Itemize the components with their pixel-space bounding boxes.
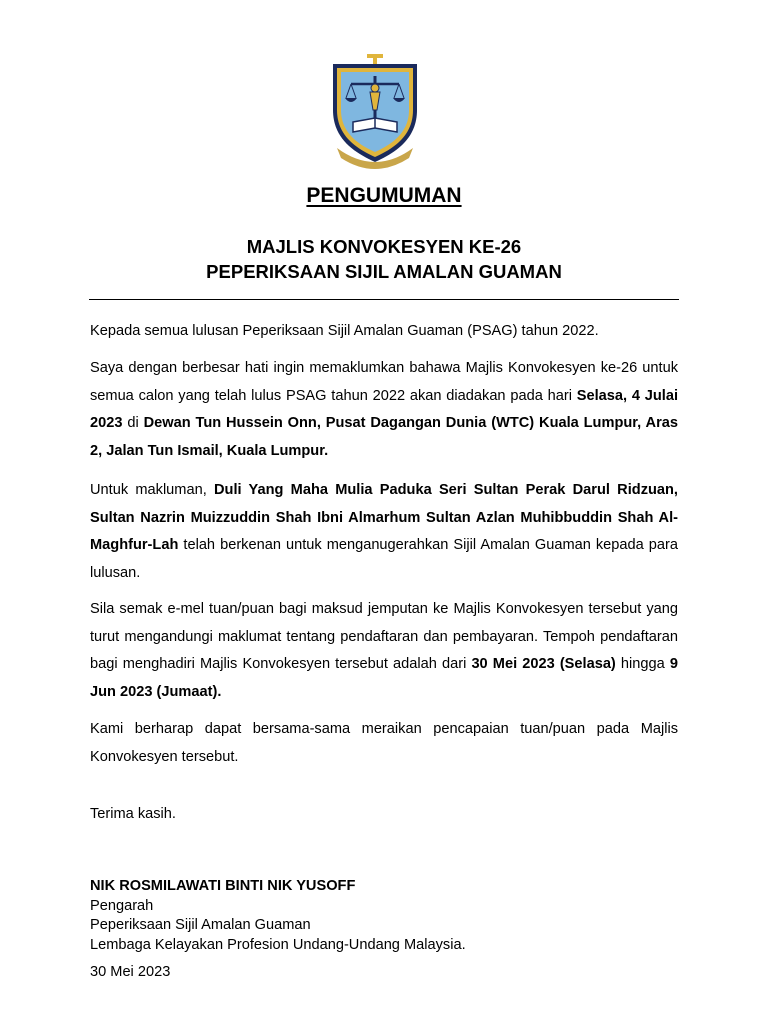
- school-crest-icon: [327, 52, 423, 172]
- signatory-position: Pengarah: [90, 897, 154, 914]
- subtitle-line-2: PEPERIKSAAN SIJIL AMALAN GUAMAN: [206, 261, 562, 282]
- paragraph-registration: [90, 596, 678, 706]
- p3-text-2: telah berkenan untuk menganugerahkan Sijil Amalan Guaman kepada para lulusan.: [90, 537, 678, 581]
- page-subtitle: [0, 234, 768, 284]
- p4-text-1: Sila semak e-mel tuan/puan bagi maksud jemputan ke Majlis Konvokesyen tersebut yang turut mengandungi maklumat tentang pendaftaran dan pembayaran. Tempoh pendaftaran bagi menghadiri Majlis Konvokesyen tersebut adalah dari: [90, 601, 678, 672]
- subtitle-line-1: MAJLIS KONVOKESYEN KE-26: [246, 236, 522, 257]
- p4-end-date: 9 Jun 2023 (Jumaat).: [90, 656, 678, 700]
- p2-text-1: Saya dengan berbesar hati ingin memaklumkan bahawa Majlis Konvokesyen ke-26 untuk semua calon yang telah lulus PSAG tahun 2022 akan diadakan pada hari: [90, 360, 678, 404]
- p3-text-1: Untuk makluman,: [90, 482, 214, 498]
- p4-text-2: hingga: [615, 656, 670, 672]
- signature-block: [90, 877, 466, 955]
- paragraph-greeting: Kepada semua lulusan Peperiksaan Sijil Amalan Guaman (PSAG) tahun 2022.: [90, 323, 599, 339]
- header-divider: [89, 299, 679, 300]
- p2-event-venue: Dewan Tun Hussein Onn, Pusat Dagangan Dunia (WTC) Kuala Lumpur, Aras 2, Jalan Tun Ismail, Kuala Lumpur.: [90, 415, 678, 459]
- paragraph-closing-wish: Kami berharap dapat bersama-sama meraikan pencapaian tuan/puan pada Majlis Konvokesyen tersebut.: [90, 721, 678, 765]
- signatory-unit: Peperiksaan Sijil Amalan Guaman: [90, 917, 311, 933]
- p3-royal-title: Duli Yang Maha Mulia Paduka Seri Sultan Perak Darul Ridzuan, Sultan Nazrin Muizzuddin Shah Ibni Almarhum Sultan Azlan Muhibbuddin Shah Al-Maghfur-Lah: [90, 482, 678, 553]
- signatory-name: NIK ROSMILAWATI BINTI NIK YUSOFF: [90, 878, 356, 894]
- page-title: PENGUMUMAN: [306, 184, 462, 207]
- paragraph-royal-presence: [90, 477, 678, 587]
- signatory-organisation: Lembaga Kelayakan Profesion Undang-Undang Malaysia.: [90, 936, 466, 953]
- p2-event-date: Selasa, 4 Julai 2023: [90, 387, 679, 431]
- p2-text-2: di: [122, 415, 144, 431]
- p4-start-date: 30 Mei 2023 (Selasa): [471, 656, 616, 672]
- document-date: 30 Mei 2023: [90, 964, 171, 980]
- paragraph-thanks: Terima kasih.: [90, 806, 176, 822]
- paragraph-event-details: [90, 355, 678, 465]
